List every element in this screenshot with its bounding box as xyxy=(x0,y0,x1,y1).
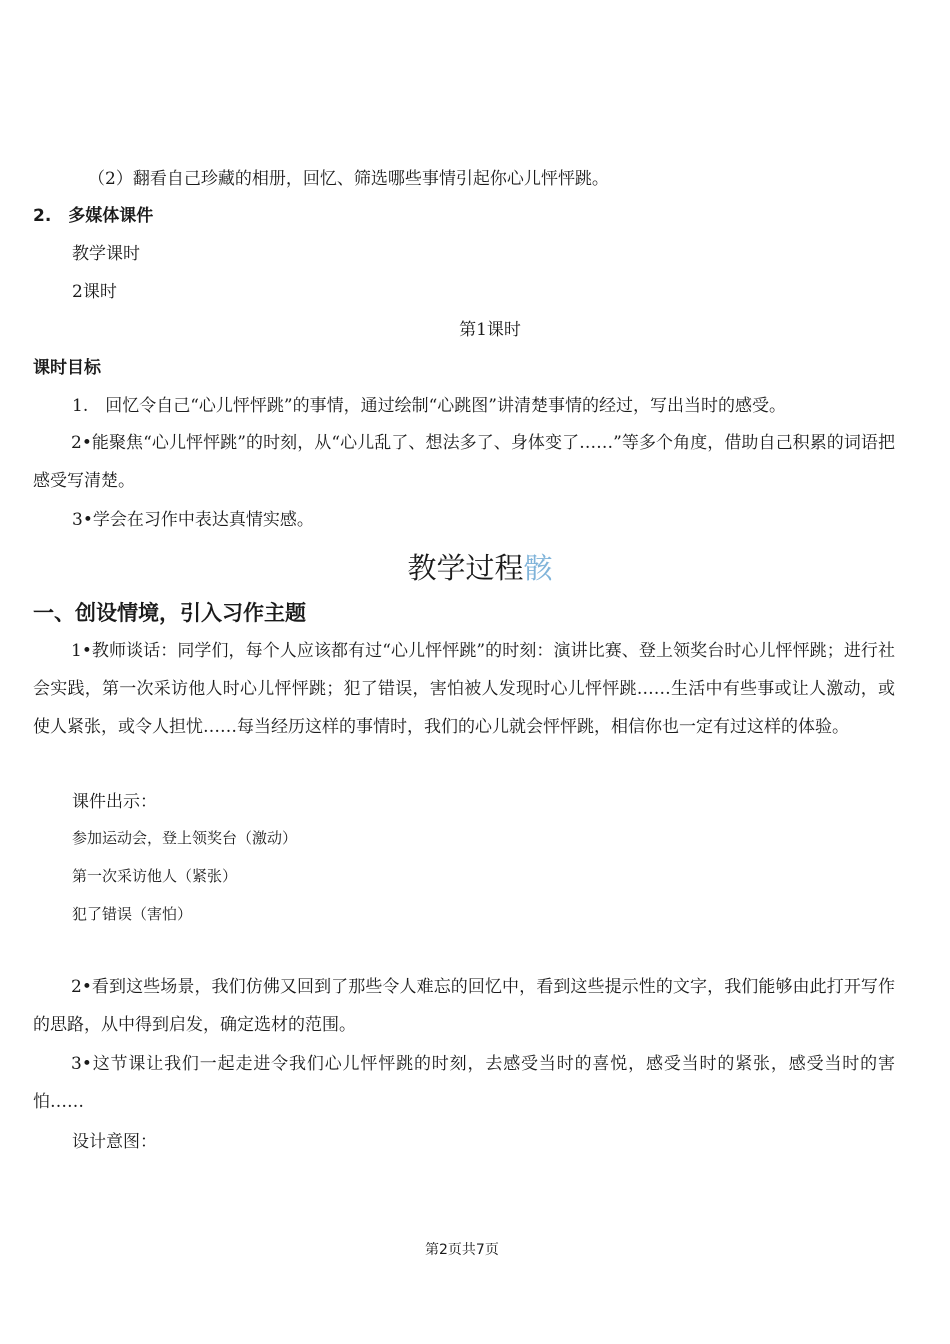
objectives-heading: 课时目标 xyxy=(33,358,101,378)
process-title-text: 教学过程 xyxy=(407,551,524,585)
process-paragraph-2: 2•看到这些场景，我们仿佛又回到了那些令人难忘的回忆中，看到这些提示性的文字，我们能够由此打开写作的思路，从中得到启发，确定选材的范围。 xyxy=(33,977,895,1035)
teaching-hours-value: 2课时 xyxy=(72,282,117,302)
page-footer: 第2页共7页 xyxy=(425,1242,499,1258)
courseware-label: 课件出示： xyxy=(72,792,157,812)
process-title xyxy=(5,550,950,586)
prep-item-2: （2）翻看自己珍藏的相册，回忆、筛选哪些事情引起你心儿怦怦跳。 xyxy=(88,169,609,189)
slide-item-3: 犯了错误（害怕） xyxy=(72,905,193,923)
lesson-title: 第1课时 xyxy=(459,320,521,340)
section-1-heading: 一、创设情境，引入习作主题 xyxy=(33,601,306,625)
heading-multimedia: 2. 多媒体课件 xyxy=(33,206,154,226)
process-paragraph-3: 3•这节课让我们一起走进令我们心儿怦怦跳的时刻，去感受当时的喜悦，感受当时的紧张，感受当时的害怕…… xyxy=(33,1054,895,1112)
teaching-hours-label: 教学课时 xyxy=(72,244,140,264)
objective-item-2: 2•能聚焦“心儿怦怦跳”的时刻，从“心儿乱了、想法多了、身体变了……”等多个角度，借助自己积累的词语把感受写清楚。 xyxy=(33,433,895,491)
objective-item-1: 1. 回忆令自己“心儿怦怦跳”的事情，通过绘制“心跳图”讲清楚事情的经过，写出当时的感受。 xyxy=(72,396,786,416)
slide-item-1: 参加运动会，登上领奖台（激动） xyxy=(72,829,298,847)
slide-item-2: 第一次采访他人（紧张） xyxy=(72,867,238,885)
design-intent-label: 设计意图： xyxy=(72,1132,157,1152)
objective-item-3: 3•学会在习作中表达真情实感。 xyxy=(72,510,314,530)
process-title-mark: 骸 xyxy=(523,551,553,585)
process-paragraph-1: 1•教师谈话：同学们，每个人应该都有过“心儿怦怦跳”的时刻：演讲比赛、登上领奖台时心儿怦怦跳；进行社会实践，第一次采访他人时心儿怦怦跳；犯了错误，害怕被人发现时心儿怦怦跳……生活中有些事或让人激动，或使人紧张，或令人担忧……每当经历这样的事情时，我们的心儿就会怦怦跳，相信你也一定有过这样的体验。 xyxy=(33,641,895,737)
